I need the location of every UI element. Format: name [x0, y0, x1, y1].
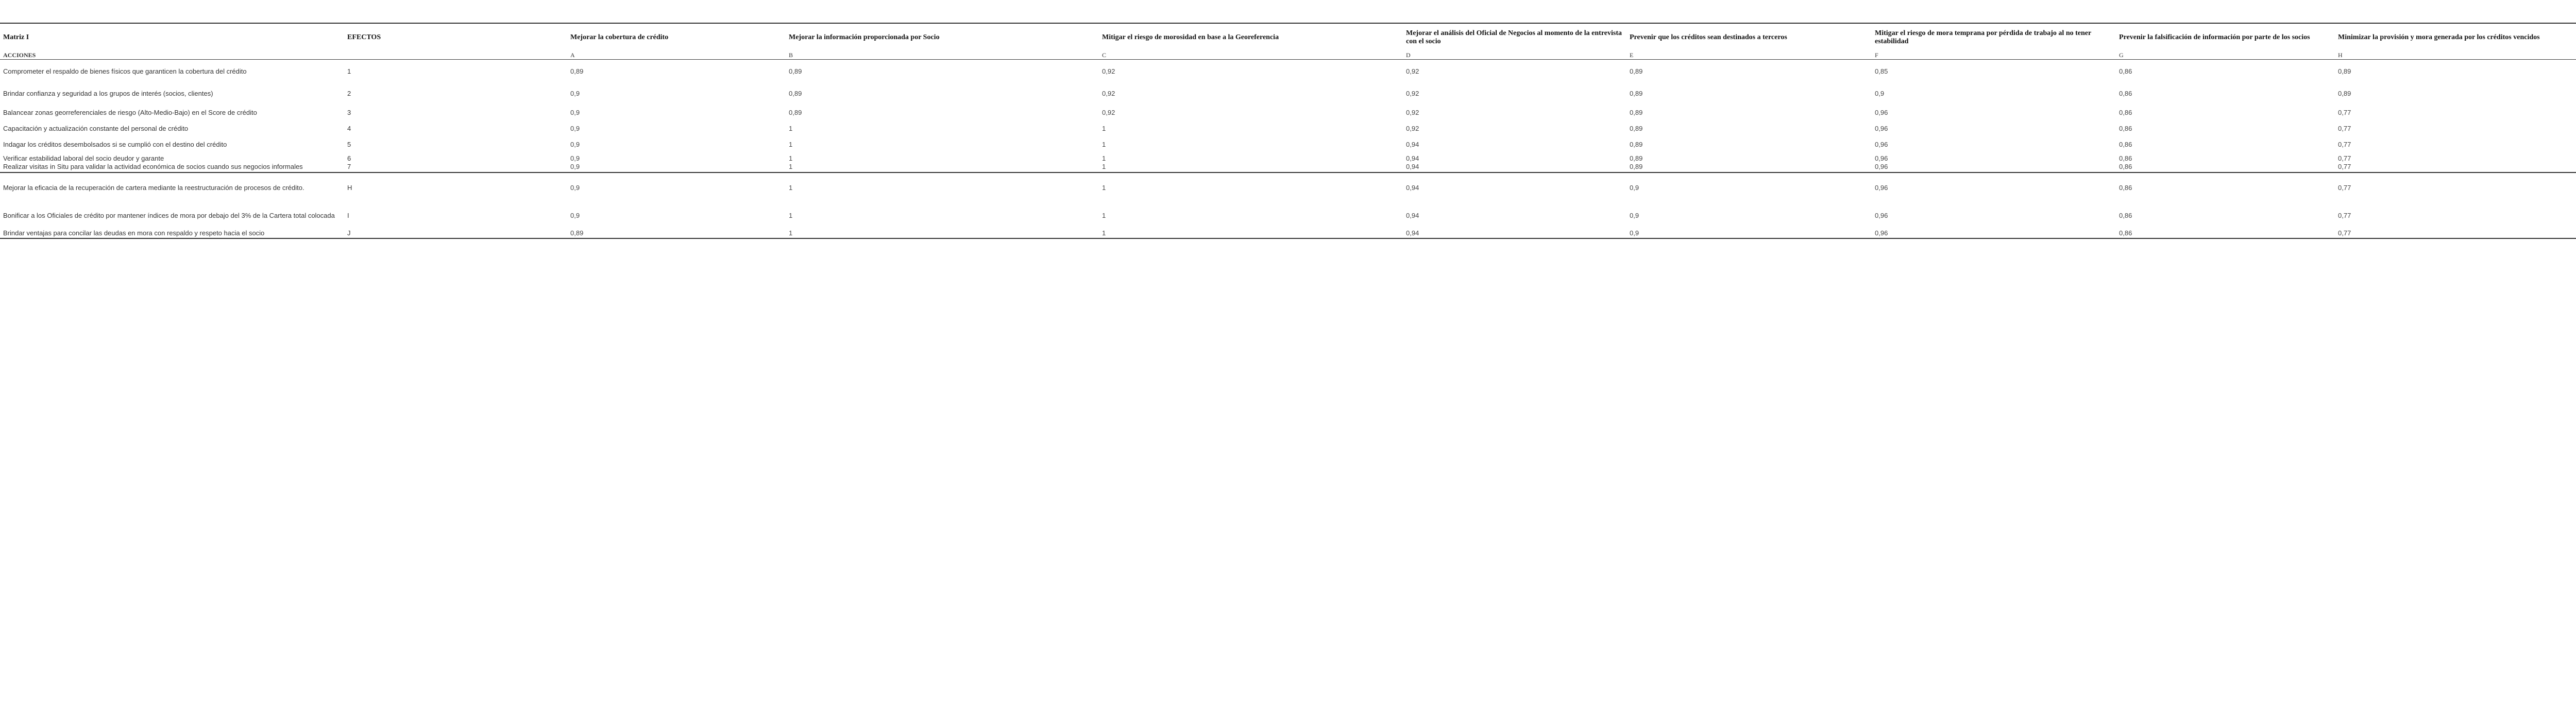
action-number-cell: 3	[347, 109, 351, 116]
value-cell-h: 0,89	[2338, 67, 2351, 75]
value-cell-g: 0,86	[2119, 154, 2132, 162]
value-cell-d: 0,94	[1406, 141, 1419, 148]
header-row	[0, 23, 2576, 51]
action-cell: Indagar los créditos desembolsados si se cumplió con el destino del crédito	[3, 141, 227, 148]
effect-letter-f: F	[1872, 51, 2116, 60]
actions-header: ACCIONES	[0, 51, 344, 60]
action-number-cell: I	[347, 212, 349, 219]
action-number-cell: H	[347, 183, 352, 192]
value-cell-b: 1	[789, 154, 793, 162]
value-cell-d: 0,92	[1406, 90, 1419, 97]
value-cell-a: 0,9	[570, 109, 580, 116]
effect-header-a: Mejorar la cobertura de crédito	[570, 33, 669, 41]
value-cell-h: 0,77	[2335, 229, 2576, 238]
table-row	[0, 105, 2576, 122]
effect-header-h: Minimizar la provisión y mora generada por los créditos vencidos	[2338, 33, 2540, 41]
value-cell-a: 0,9	[570, 90, 580, 97]
value-cell-b: 1	[786, 229, 1099, 238]
effect-letter-e: E	[1626, 51, 1872, 60]
value-cell-a: 0,89	[567, 229, 786, 238]
action-cell: Brindar confianza y seguridad a los grupos de interés (socios, clientes)	[3, 90, 213, 97]
value-cell-b: 1	[789, 212, 793, 219]
value-cell-h: 0,77	[2338, 125, 2351, 132]
value-cell-e: 0,89	[1630, 109, 1643, 116]
value-cell-c: 1	[1102, 183, 1106, 192]
effect-letter-c: C	[1099, 51, 1403, 60]
value-cell-f: 0,96	[1875, 141, 1888, 148]
value-cell-c: 1	[1102, 154, 1106, 162]
value-cell-c: 0,92	[1102, 67, 1115, 75]
letters-spacer	[344, 51, 567, 60]
effect-header-f: Mitigar el riesgo de mora temprana por pérdida de trabajo al no tener estabilidad	[1875, 29, 2091, 45]
action-number-cell: 4	[347, 125, 351, 132]
table-row	[0, 122, 2576, 136]
value-cell-f: 0,96	[1875, 125, 1888, 132]
value-cell-e: 0,89	[1630, 141, 1643, 148]
table-row	[0, 172, 2576, 203]
value-cell-b: 0,89	[789, 109, 802, 116]
action-cell: Bonificar a los Oficiales de crédito por mantener índices de mora por debajo del 3% de la Cartera total colocada	[3, 212, 335, 219]
value-cell-d: 0,94	[1406, 154, 1419, 162]
value-cell-a: 0,9	[570, 154, 580, 162]
value-cell-g: 0,86	[2119, 125, 2132, 132]
value-cell-e: 0,89	[1630, 90, 1643, 97]
table-row	[0, 229, 2576, 238]
value-cell-b: 1	[789, 125, 793, 132]
value-cell-h: 0,77	[2338, 109, 2351, 116]
value-cell-h: 0,77	[2338, 154, 2351, 162]
value-cell-h: 0,77	[2335, 163, 2576, 172]
effect-letter-b: B	[786, 51, 1099, 60]
value-cell-f: 0,9	[1875, 90, 1885, 97]
value-cell-h: 0,89	[2338, 90, 2351, 97]
effect-letter-d: D	[1403, 51, 1626, 60]
value-cell-b: 1	[789, 141, 793, 148]
value-cell-g: 0,86	[2116, 163, 2335, 172]
value-cell-c: 1	[1099, 163, 1403, 172]
value-cell-b: 1	[789, 183, 793, 192]
action-cell: Realizar visitas in Situ para validar la actividad económica de socios cuando sus negocios informales	[0, 163, 344, 172]
value-cell-g: 0,86	[2119, 109, 2132, 116]
value-cell-g: 0,86	[2116, 229, 2335, 238]
value-cell-c: 0,92	[1102, 109, 1115, 116]
value-cell-h: 0,77	[2338, 212, 2351, 219]
table-row	[0, 60, 2576, 83]
value-cell-g: 0,86	[2119, 141, 2132, 148]
value-cell-d: 0,94	[1403, 163, 1626, 172]
value-cell-d: 0,94	[1403, 229, 1626, 238]
value-cell-e: 0,9	[1630, 183, 1639, 192]
value-cell-a: 0,9	[567, 163, 786, 172]
value-cell-e: 0,89	[1630, 154, 1643, 162]
effect-letter-g: G	[2116, 51, 2335, 60]
action-cell: Brindar ventajas para concilar las deudas en mora con respaldo y respeto hacia el socio	[0, 229, 344, 238]
action-number-cell: 6	[347, 154, 351, 162]
value-cell-b: 1	[786, 163, 1099, 172]
table-row	[0, 203, 2576, 229]
action-cell: Verificar estabilidad laboral del socio deudor y garante	[3, 154, 164, 162]
value-cell-f: 0,96	[1875, 183, 1888, 192]
action-cell: Balancear zonas georreferenciales de riesgo (Alto-Medio-Bajo) en el Score de crédito	[3, 109, 257, 116]
value-cell-c: 1	[1099, 229, 1403, 238]
matrix-title: Matriz I	[3, 33, 29, 41]
effect-letter-h: H	[2335, 51, 2576, 60]
action-number-cell: 5	[347, 141, 351, 148]
action-cell: Comprometer el respaldo de bienes físicos que garanticen la cobertura del crédito	[3, 67, 247, 75]
table-row	[0, 83, 2576, 105]
effect-header-c: Mitigar el riesgo de morosidad en base a la Georeferencia	[1102, 33, 1279, 41]
action-number-cell: 1	[347, 67, 351, 75]
value-cell-e: 0,89	[1630, 125, 1643, 132]
value-cell-b: 0,89	[789, 67, 802, 75]
value-cell-f: 0,85	[1875, 67, 1888, 75]
letters-row	[0, 51, 2576, 60]
matrix-table	[0, 0, 2576, 239]
value-cell-c: 1	[1102, 212, 1106, 219]
value-cell-f: 0,96	[1875, 154, 1888, 162]
value-cell-c: 0,92	[1102, 90, 1115, 97]
value-cell-f: 0,96	[1872, 229, 2116, 238]
value-cell-f: 0,96	[1875, 212, 1888, 219]
value-cell-c: 1	[1102, 141, 1106, 148]
value-cell-g: 0,86	[2119, 212, 2132, 219]
value-cell-c: 1	[1102, 125, 1106, 132]
value-cell-g: 0,86	[2119, 183, 2132, 192]
value-cell-a: 0,9	[570, 141, 580, 148]
value-cell-a: 0,9	[570, 212, 580, 219]
table-row	[0, 163, 2576, 172]
value-cell-e: 0,9	[1626, 229, 1872, 238]
value-cell-e: 0,89	[1630, 67, 1643, 75]
table-row	[0, 136, 2576, 153]
value-cell-a: 0,9	[570, 183, 580, 192]
effects-header: EFECTOS	[347, 33, 381, 41]
value-cell-d: 0,92	[1406, 109, 1419, 116]
value-cell-e: 0,9	[1630, 212, 1639, 219]
effect-header-g: Prevenir la falsificación de información por parte de los socios	[2119, 33, 2310, 41]
action-number-cell: 7	[344, 163, 567, 172]
value-cell-d: 0,94	[1406, 183, 1419, 192]
value-cell-d: 0,92	[1406, 67, 1419, 75]
effect-header-b: Mejorar la información proporcionada por Socio	[789, 33, 940, 41]
action-number-cell: 2	[347, 90, 351, 97]
value-cell-a: 0,89	[570, 67, 584, 75]
value-cell-b: 0,89	[789, 90, 802, 97]
action-cell: Capacitación y actualización constante del personal de crédito	[3, 125, 189, 132]
value-cell-h: 0,77	[2338, 141, 2351, 148]
effect-header-e: Prevenir que los créditos sean destinados a terceros	[1630, 33, 1787, 41]
action-number-cell: J	[344, 229, 567, 238]
value-cell-d: 0,92	[1406, 125, 1419, 132]
value-cell-d: 0,94	[1406, 212, 1419, 219]
value-cell-a: 0,9	[570, 125, 580, 132]
action-cell: Mejorar la eficacia de la recuperación de cartera mediante la reestructuración de procesos de crédito.	[3, 183, 304, 192]
effect-header-d: Mejorar el análisis del Oficial de Negocios al momento de la entrevista con el socio	[1406, 29, 1622, 45]
value-cell-g: 0,86	[2119, 90, 2132, 97]
effect-letter-a: A	[567, 51, 786, 60]
top-rule-row	[0, 0, 2576, 23]
value-cell-g: 0,86	[2119, 67, 2132, 75]
value-cell-h: 0,77	[2338, 183, 2351, 192]
value-cell-e: 0,89	[1626, 163, 1872, 172]
matrix-sheet	[0, 0, 2576, 239]
value-cell-f: 0,96	[1872, 163, 2116, 172]
table-row	[0, 153, 2576, 163]
value-cell-f: 0,96	[1875, 109, 1888, 116]
